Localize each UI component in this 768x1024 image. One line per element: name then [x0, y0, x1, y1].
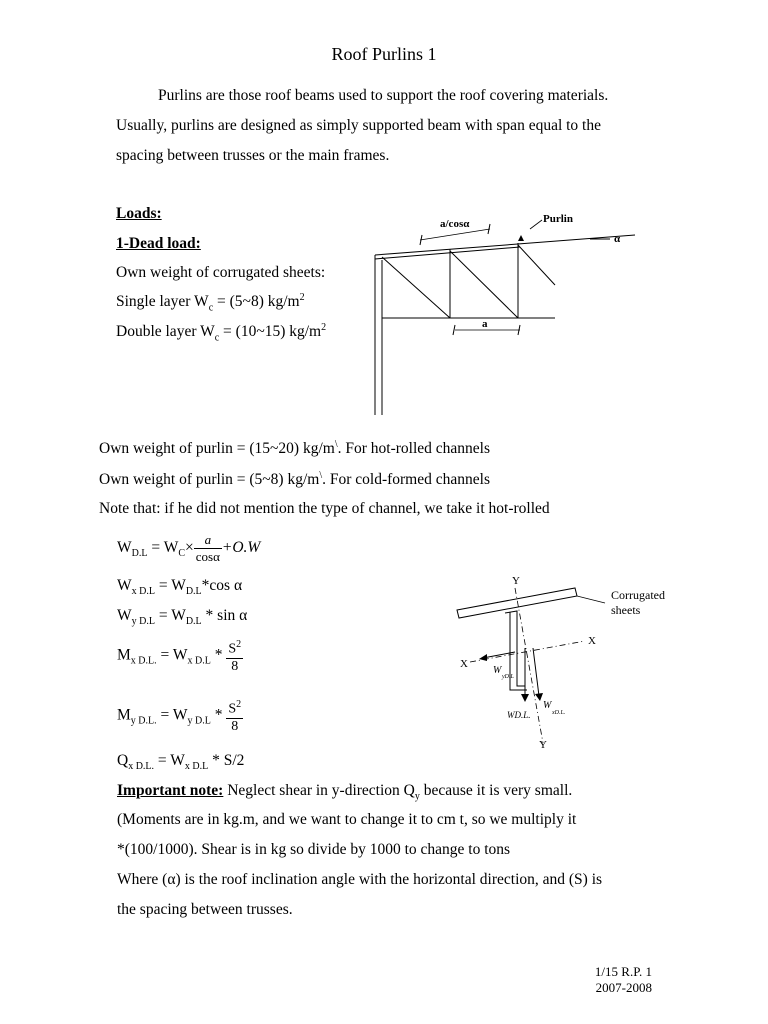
single-layer-line: Single layer $W_c$ = (5~8) $kg/m^2$	[116, 292, 305, 314]
fig2-w-y-sub: yD.L	[502, 674, 514, 680]
footer-page: 1/15 R.P. 1	[594, 964, 652, 979]
loads-heading: Loads:	[116, 205, 162, 222]
fig2-corrugated-label-2: sheets	[611, 603, 641, 617]
channel-note: Note that: if he did not mention the type of channel, we take it hot-rolled	[99, 500, 550, 517]
fig2-x-right: X	[588, 635, 596, 647]
purlin-section-diagram	[455, 568, 695, 754]
fig2-w-x: W	[543, 700, 552, 711]
fig2-w-x-sub: xD.L.	[552, 710, 566, 716]
footer-year: 2007-2008	[595, 980, 652, 995]
fig1-a-label: a	[482, 318, 488, 330]
equation-qx-dl: $Q_{x D.L.} = W_{x D.L} * S/2$	[117, 752, 245, 773]
where-line-2: the spacing between trusses.	[117, 901, 293, 918]
equation-wy-dl: $W_{y D.L} = W_{D.L} * \sin \alpha$	[117, 607, 248, 628]
fig2-w-dl: WD.L.	[507, 710, 531, 720]
fig2-corrugated-label-1: Corrugated	[611, 588, 665, 602]
double-layer-line: Double layer $W_c$ = (10~15) $kg/m^2$	[116, 322, 327, 344]
important-note: Important note: Neglect shear in y-direction $Q_y$ because it is very small.	[117, 782, 573, 803]
own-weight-sheets: Own weight of corrugated sheets:	[116, 264, 326, 281]
purlin-weight-cold: Own weight of purlin = (5~8) kg/m\. For cold-formed channels	[99, 470, 490, 489]
intro-line-3: spacing between trusses or the main frames.	[116, 147, 390, 164]
page-title: Roof Purlins 1	[331, 44, 437, 64]
intro-line-2: Usually, purlins are designed as simply supported beam with span equal to the	[116, 117, 601, 134]
moments-line-2: *(100/1000). Shear is in kg so divide by 1000 to change to tons	[117, 841, 511, 858]
truss-diagram	[360, 205, 650, 417]
fig1-purlin-label: Purlin	[543, 213, 573, 225]
equation-wx-dl: $W_{x D.L} = W_{D.L}*\cos$ α	[117, 577, 243, 598]
equation-w-dl: $W_{D.L} = W_C\times$ $\frac{a}{\cos\alpha}$ +O.W	[117, 532, 261, 564]
fig1-alpha: α	[614, 233, 621, 245]
equation-my-dl: $M_{y D.L.} = W_{y D.L}$ * $\frac{S^2}{8}$	[117, 699, 242, 734]
moments-line-1: (Moments are in kg.m, and we want to change it to cm t, so we multiply it	[117, 811, 577, 828]
purlin-weight-hot: Own weight of purlin = (15~20) kg/m\. For hot-rolled channels	[99, 439, 490, 458]
fig2-w-y: W	[493, 665, 502, 676]
fig2-y-top: Y	[512, 575, 520, 587]
intro-line-1: Purlins are those roof beams used to support the roof covering materials.	[158, 87, 609, 104]
equation-mx-dl: $M_{x D.L.} = W_{x D.L}$ * $\frac{S^2}{8}$	[117, 639, 242, 674]
fig1-a-over-cos: a/cosα	[440, 218, 470, 230]
fig2-x-left: X	[460, 658, 468, 670]
fig2-y-bottom: Y	[539, 739, 547, 751]
where-line-1: Where (α) is the roof inclination angle with the horizontal direction, and (S) is	[117, 871, 603, 888]
dead-load-heading: 1-Dead load:	[116, 235, 201, 252]
